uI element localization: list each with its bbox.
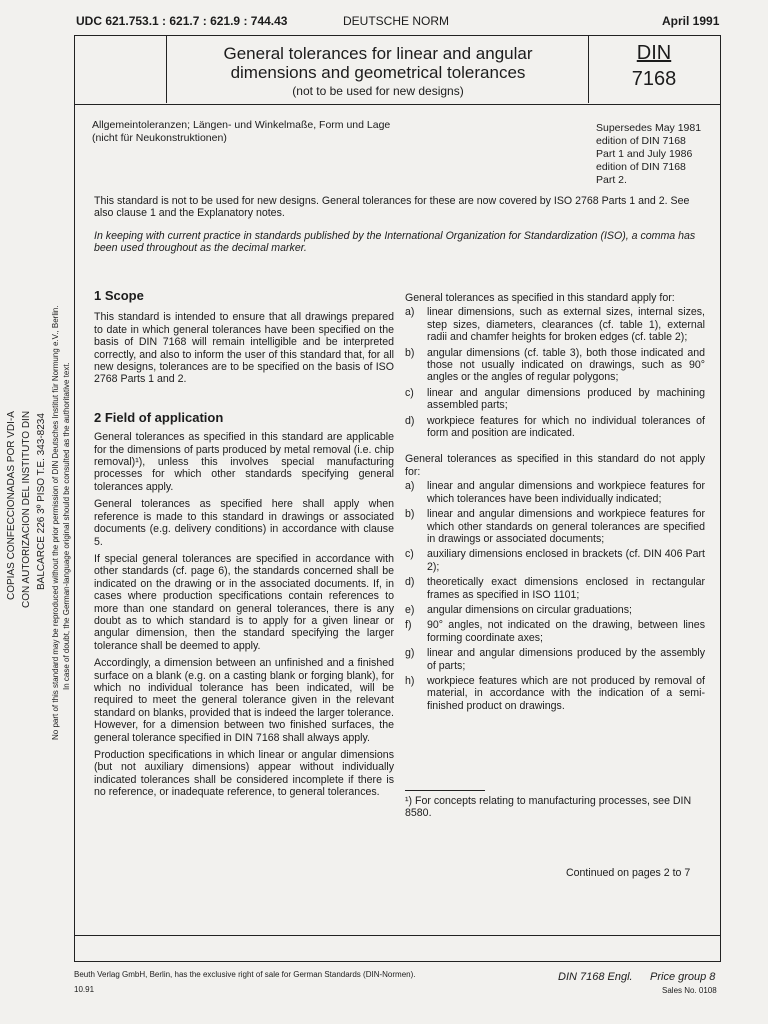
issue-date: April 1991 <box>662 14 720 28</box>
notapply-list <box>405 480 705 712</box>
section-1-heading: 1 Scope <box>94 288 144 303</box>
din-number-box <box>590 40 718 92</box>
title-subtitle: (not to be used for new designs) <box>292 84 464 98</box>
list-item: b) angular dimensions (cf. table 3), both those indicated and those not usually indicated on drawings, such as 90° angles or the angles of regular polygons; <box>405 346 705 384</box>
footer-sales: Sales No. 0108 <box>662 986 717 995</box>
footer-din-ref: DIN 7168 Engl. <box>558 971 633 983</box>
footer-box <box>74 935 721 962</box>
footnote-rule <box>405 790 485 791</box>
list-item: f) 90° angles, not indicated on the drawing, between lines forming coordinate axes; <box>405 619 705 644</box>
side-notice-1: No part of this standard may be reproduced without the prior permission of DIN Deutsches Institut für Normung e.V., Berlin. <box>51 305 60 740</box>
list-item: a) linear dimensions, such as external sizes, internal sizes, step sizes, diameters, clearances (cf. table 1), external radii and chamfer heights for broken edges (cf. table 2); <box>405 306 705 344</box>
list-item: c) linear and angular dimensions produced by machining assembled parts; <box>405 386 705 412</box>
german-title-line-1: Allgemeintoleranzen; Längen- und Winkelmaße, Form und Lage <box>92 119 391 131</box>
list-item: d) workpiece features for which no individual tolerances of form and position are indicated. <box>405 414 705 440</box>
supersedes-line: Supersedes May 1981 <box>596 122 702 134</box>
title-line-1: General tolerances for linear and angular <box>223 44 533 63</box>
german-title <box>92 119 492 145</box>
intro-text: This standard is not to be used for new designs. General tolerances for these are now covered by ISO 2768 Parts 1 and 2. See also clause 1 and the Explanatory notes. <box>94 195 690 220</box>
apply-list <box>405 306 705 439</box>
section-1-text: This standard is intended to ensure that all drawings prepared to date in which general tolerances have been specified on the basis of DIN 7168 will remain intelligible and be interpreted correctly, and also to inform the user of this standard that, for all new designs, tolerances are to be specified on the basis of ISO 2768 Parts 1 and 2. <box>94 311 394 386</box>
supersedes-line: edition of DIN 7168 <box>596 161 686 173</box>
side-stamp-3: BALCARCE 226 3º PISO T.E. 343-8234 <box>36 413 47 590</box>
list-item: g) linear and angular dimensions produced by the assembly of parts; <box>405 647 705 672</box>
side-notice-2: In case of doubt, the German-language original should be consulted as the authoritative text. <box>62 362 71 690</box>
section-2-heading: 2 Field of application <box>94 409 224 425</box>
supersedes-note <box>596 122 716 187</box>
continued-note: Continued on pages 2 to 7 <box>566 867 691 879</box>
section-2-para-4: Accordingly, a dimension between an unfinished and a finished surface on a blank (e.g. on a casting blank or forging blank), for which no individual tolerance has been indicated, will be required to meet the general tolerance given in the relevant standard on blanks, provided that is indeed the larger tolerance. However, for a dimension between two finished surfaces, the general tolerance specified in DIN 7168 shall always apply. <box>94 657 394 744</box>
norm-label: DEUTSCHE NORM <box>343 14 450 28</box>
list-item: c) auxiliary dimensions enclosed in brackets (cf. DIN 406 Part 2); <box>405 548 705 573</box>
list-item: b) linear and angular dimensions and workpiece features for which other standards on general tolerances are specified in drawings or associated documents; <box>405 508 705 545</box>
german-title-line-2: (nicht für Neukonstruktionen) <box>92 132 227 144</box>
supersedes-line: Part 2. <box>596 174 627 186</box>
section-2-para-1: General tolerances as specified in this standard are applicable for the dimensions of parts produced by metal removal (i.e. chip removal)¹), unless this involves special manufacturing processes for which other standards specifying general tolerances apply. <box>94 431 394 493</box>
right-column <box>405 292 705 715</box>
iso-note: In keeping with current practice in standards published by the International Organization for Standardization (ISO), a comma has been used throughout as the decimal marker. <box>94 230 696 255</box>
footnote: ¹) For concepts relating to manufacturing processes, see DIN 8580. <box>405 795 692 820</box>
udc-code: UDC 621.753.1 : 621.7 : 621.9 : 744.43 <box>76 14 288 28</box>
section-2-para-2: General tolerances as specified here shall apply when reference is made to this standard in drawings or associated documents (e.g. delivery conditions) in accordance with clause 5. <box>94 498 394 548</box>
list-item: h) workpiece features which are not produced by removal of material, in accordance with the indication of a semi-finished product on drawings. <box>405 674 705 712</box>
publisher-note: Beuth Verlag GmbH, Berlin, has the exclusive right of sale for German Standards (DIN-Normen). <box>74 970 416 979</box>
left-column <box>94 290 394 804</box>
list-item: e) angular dimensions on circular graduations; <box>405 603 632 616</box>
list-item: a) linear and angular dimensions and workpiece features for which tolerances have been individually indicated; <box>405 480 705 505</box>
side-stamp-2: CON AUTORIZACION DEL INSTITUTO DIN <box>21 410 32 608</box>
supersedes-line: edition of DIN 7168 <box>596 135 686 147</box>
notapply-intro: General tolerances as specified in this standard do not apply for: <box>405 453 705 478</box>
english-title <box>168 44 588 101</box>
footer-price: Price group 8 <box>650 971 716 983</box>
section-2-para-5: Production specifications in which linear or angular dimensions (but not auxiliary dimensions) appear without individually indicated tolerances shall be considered incomplete if there is no reference, or inadequate reference, to general tolerances. <box>94 749 394 799</box>
section-2-para-3: If special general tolerances are specified in accordance with other standards (cf. page 6), the standards concerned shall be indicated on the drawing or in the associated documents. If, in cases where production specifications contain references to more than one standard on general tolerances, there is any doubt as to which standard is to apply for a given linear or angular dimension, then the standard specifying the larger tolerance shall be deemed to apply. <box>94 552 394 652</box>
side-stamp-1: COPIAS CONFECCIONADAS POR VDI-A <box>6 411 17 600</box>
footer-code: 10.91 <box>74 985 95 994</box>
list-item: d) theoretically exact dimensions enclosed in rectangular frames as specified in ISO 1101; <box>405 576 705 601</box>
din-number: 7168 <box>631 68 677 90</box>
apply-intro: General tolerances as specified in this standard apply for: <box>405 292 675 304</box>
title-line-2: dimensions and geometrical tolerances <box>230 63 526 82</box>
din-label: DIN <box>636 42 672 64</box>
supersedes-line: Part 1 and July 1986 <box>596 148 693 160</box>
